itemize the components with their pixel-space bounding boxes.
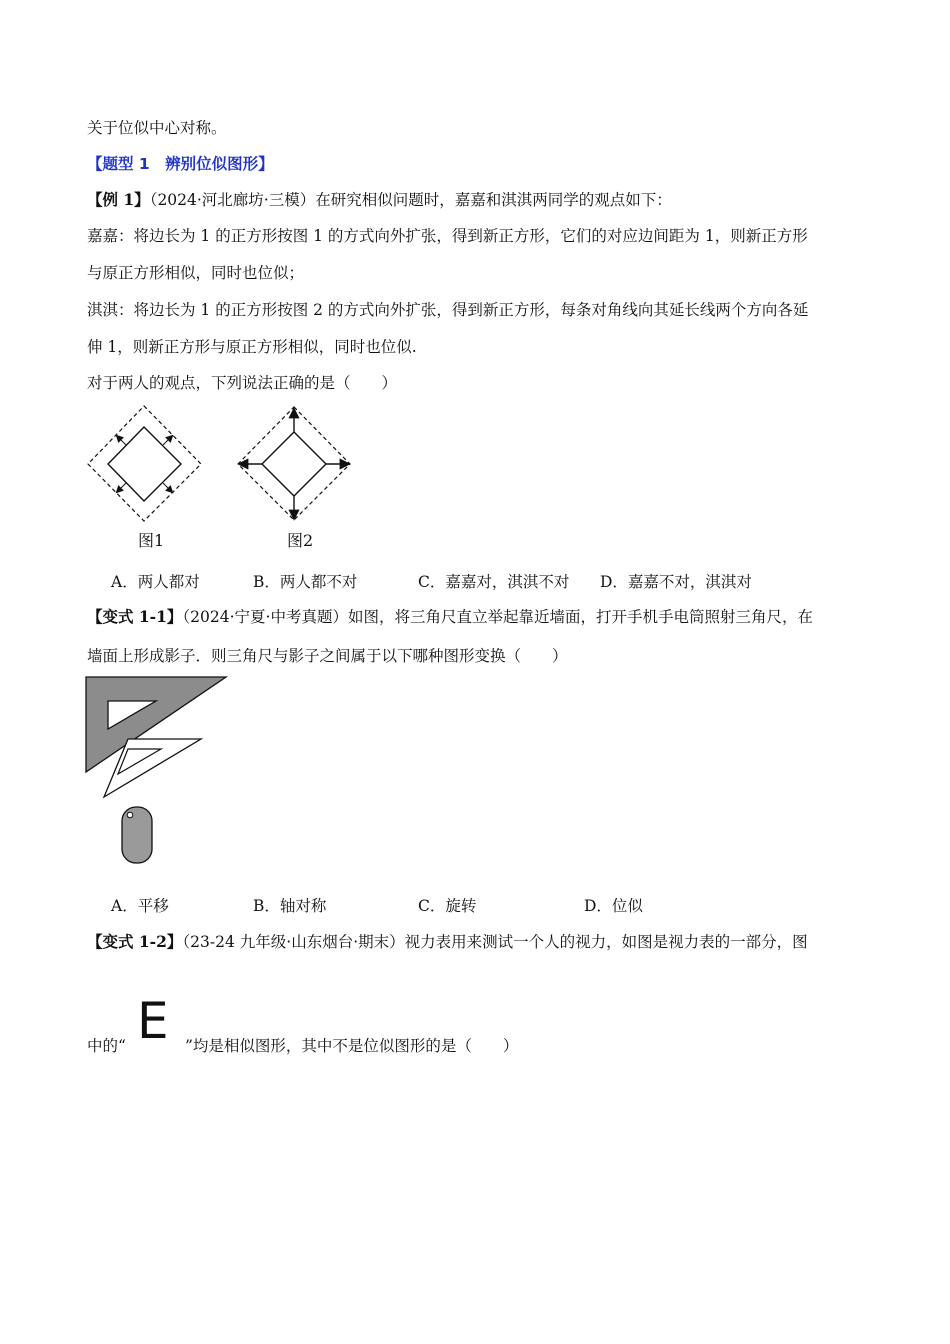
- variant-text: （2024·宁夏·中考真题）如图，将三角尺直立举起靠近墙面，打开手机手电筒照射三角尺，在: [182, 608, 813, 626]
- eye-chart-e-symbol: E: [137, 992, 169, 1050]
- jiajia-view-1: 嘉嘉：将边长为 1 的正方形按图 1 的方式向外扩张，得到新正方形，它们的对应边间距为 1，则新正方形: [87, 227, 808, 245]
- variant-tag: 【变式 1-1】: [87, 607, 183, 626]
- question-prompt: 对于两人的观点，下列说法正确的是（ ）: [87, 374, 398, 392]
- variant-tag: 【变式 1-2】: [87, 932, 183, 951]
- option-a: A．两人都对: [111, 573, 200, 591]
- variant-text: （23-24 九年级·山东烟台·期末）视力表用来测试一个人的视力，如图是视力表的一部分，图: [182, 933, 808, 951]
- variant-1-2-post: ”均是相似图形，其中不是位似图形的是（ ）: [185, 1037, 519, 1055]
- text-line: 关于位似中心对称。: [87, 119, 227, 137]
- option-d: D．嘉嘉不对，淇淇对: [600, 573, 752, 591]
- option-d: D．位似: [584, 897, 643, 915]
- figure-2-diagram: [235, 404, 355, 524]
- option-c: C．旋转: [418, 897, 477, 915]
- figure-1-caption: 图1: [138, 531, 165, 550]
- example-tag: 【例 1】: [87, 190, 150, 209]
- option-a: A．平移: [111, 897, 169, 915]
- figure-2-caption: 图2: [287, 531, 314, 550]
- option-b: B．轴对称: [253, 897, 327, 915]
- example-1-question: [87, 190, 672, 210]
- variant-1-2-pre: 中的“: [87, 1037, 126, 1055]
- qiqi-view-1: 淇淇：将边长为 1 的正方形按图 2 的方式向外扩张，得到新正方形，每条对角线向其延长线两个方向各延: [87, 301, 809, 319]
- example-text: （2024·河北廊坊·三模）在研究相似问题时，嘉嘉和淇淇两同学的观点如下：: [149, 191, 672, 209]
- qiqi-view-2: 伸 1，则新正方形与原正方形相似，同时也位似.: [87, 338, 417, 356]
- option-b: B．两人都不对: [253, 573, 358, 591]
- figure-1-diagram: [86, 404, 206, 524]
- variant-1-1-question-2: 墙面上形成影子．则三角尺与影子之间属于以下哪种图形变换（ ）: [87, 647, 568, 665]
- section-heading: 【题型 1 辨别位似图形】: [87, 155, 274, 173]
- jiajia-view-2: 与原正方形相似，同时也位似；: [87, 264, 305, 282]
- variant-1-2-question: [87, 932, 808, 952]
- option-c: C．嘉嘉对，淇淇不对: [418, 573, 570, 591]
- variant-1-1-question: [87, 607, 813, 627]
- triangle-ruler-diagram: [86, 677, 236, 877]
